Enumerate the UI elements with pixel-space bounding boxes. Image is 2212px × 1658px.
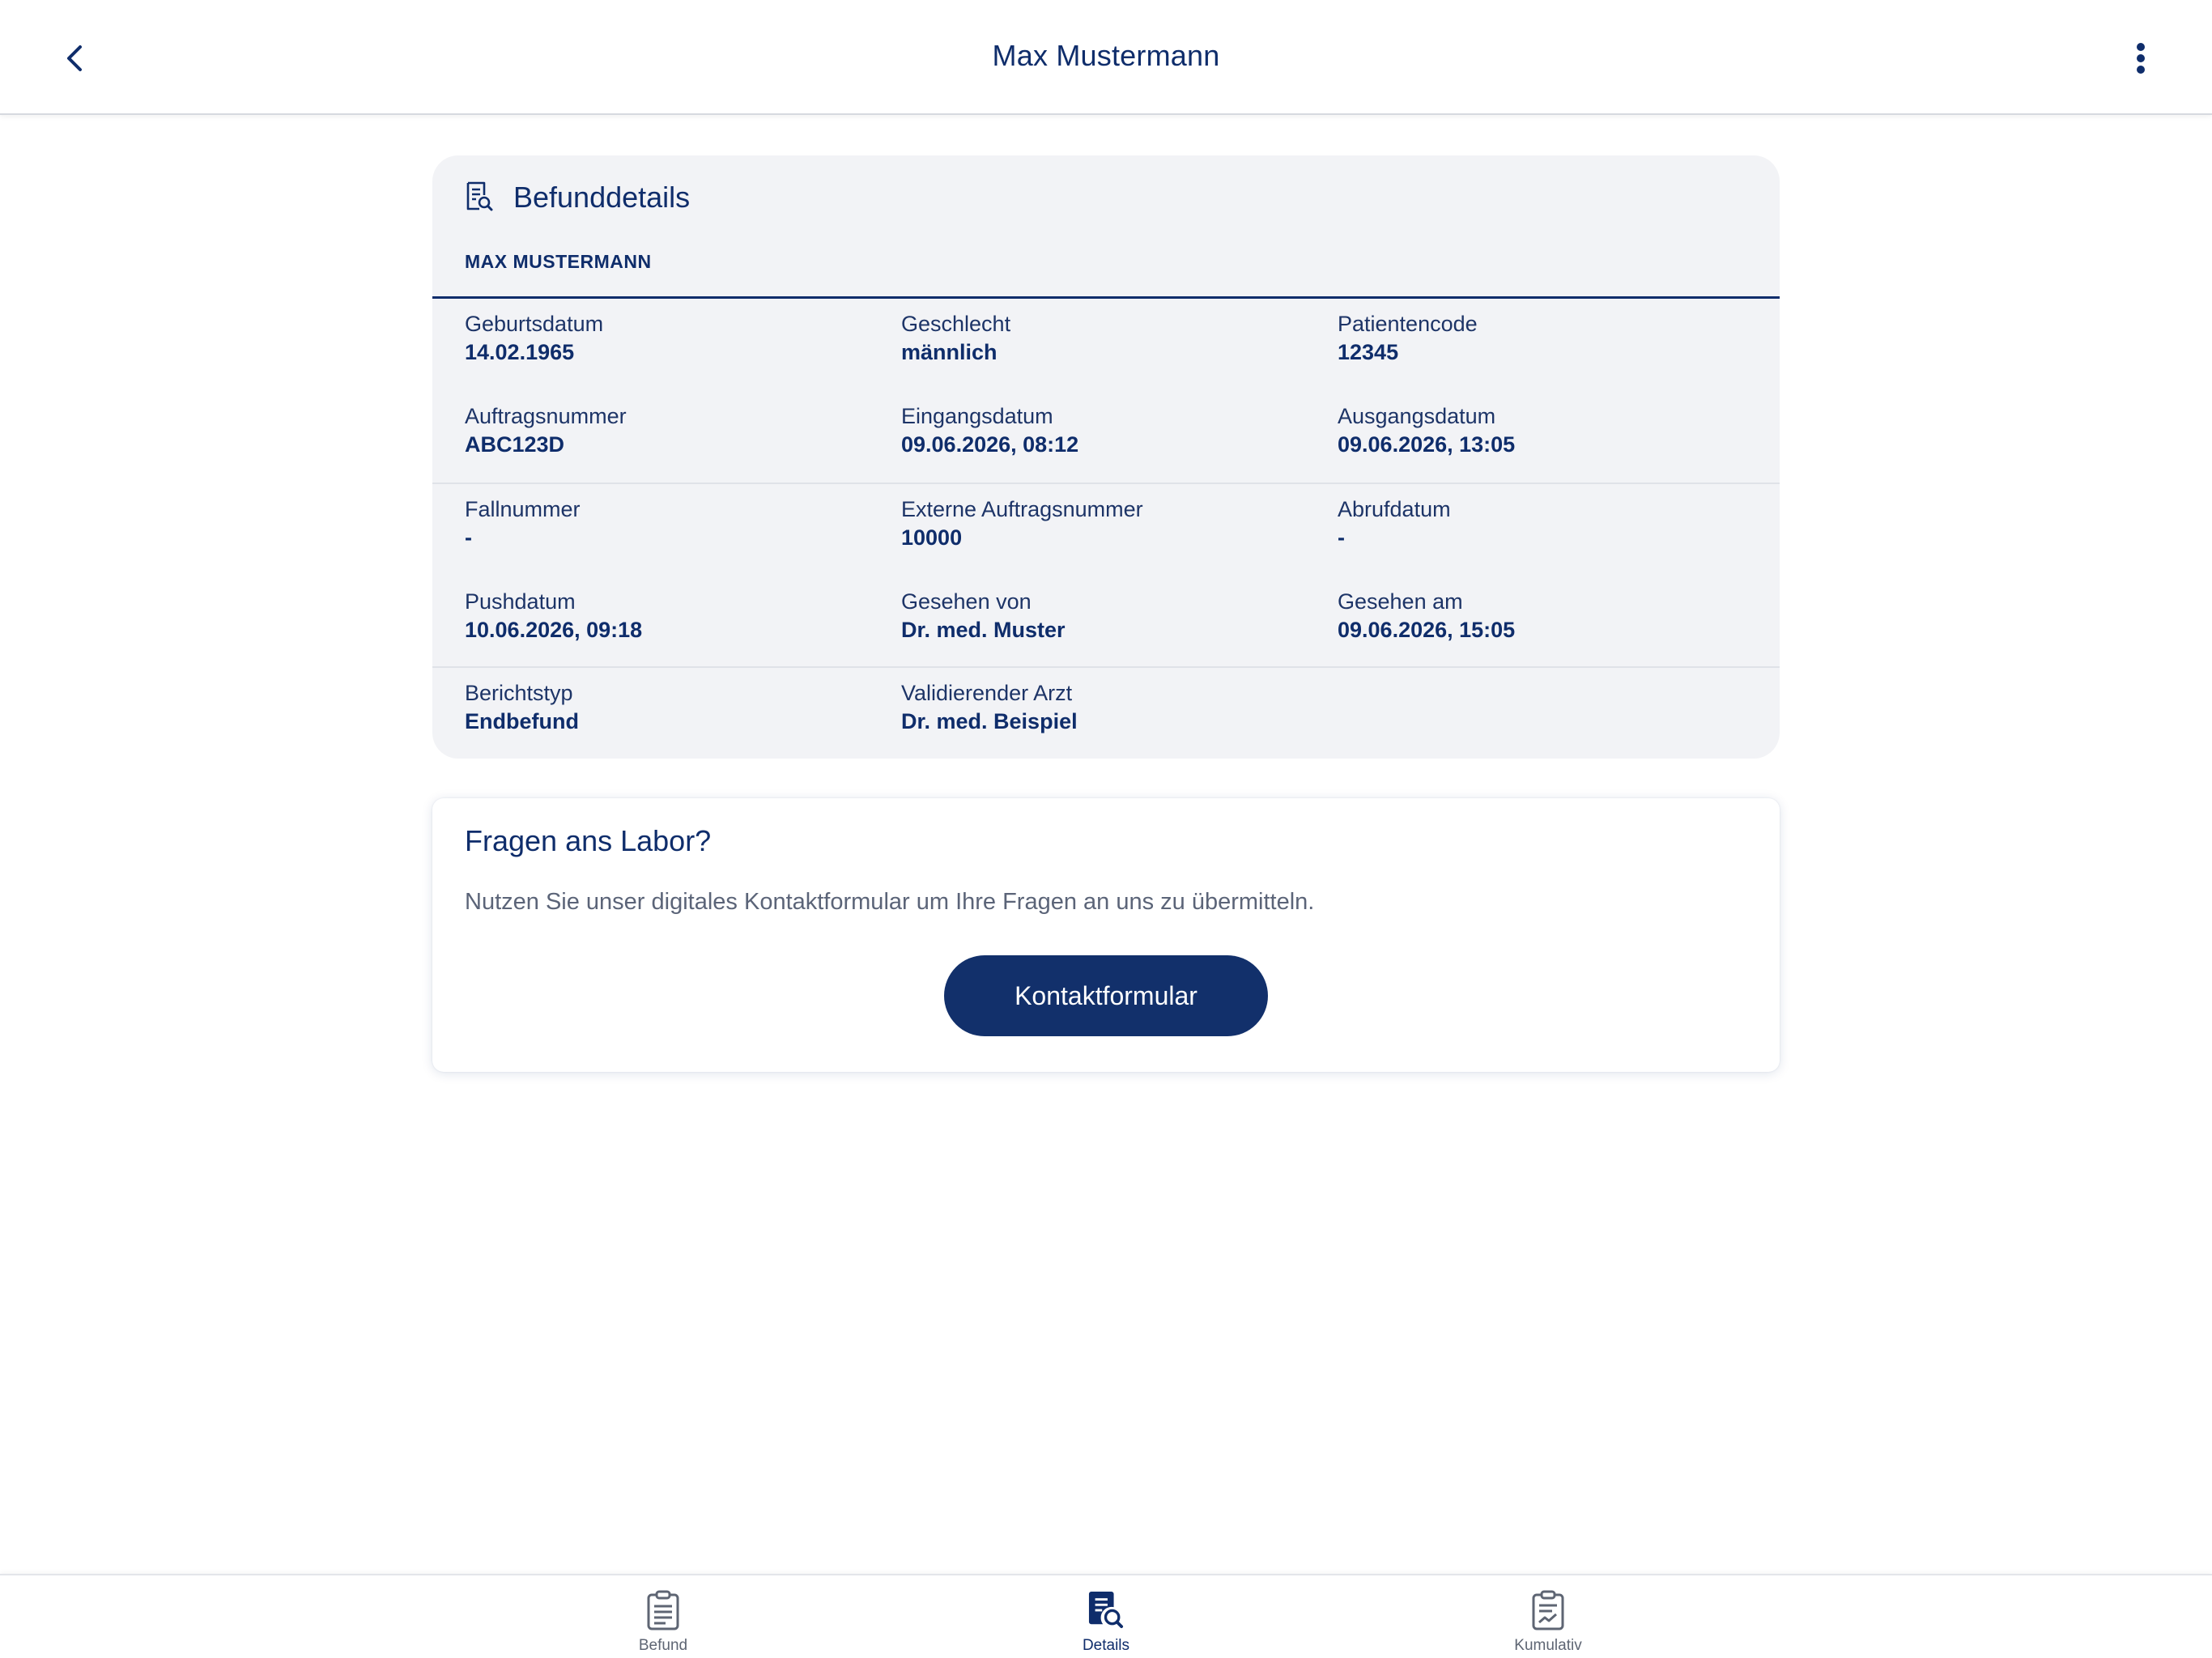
field-auftragsnummer [465,402,886,459]
clipboard-list-icon [645,1588,681,1632]
field-value: ABC123D [465,432,565,457]
details-group-2 [432,484,1780,667]
contact-description: Nutzen Sie unser digitales Kontaktformular um Ihre Fragen an uns zu übermitteln. [465,889,1315,915]
field-berichtstyp [465,679,886,736]
field-value: 09.06.2026, 15:05 [1338,618,1516,642]
field-eingangsdatum [901,402,1322,459]
field-label: Auftragsnummer [465,404,627,428]
nav-item-kumulativ[interactable] [1451,1575,1645,1658]
field-geschlecht [901,310,1322,367]
field-value: Endbefund [465,709,579,733]
nav-label: Befund [638,1637,688,1654]
field-label: Berichtstyp [465,681,573,705]
field-value: 14.02.1965 [465,340,575,364]
field-label: Ausgangsdatum [1338,404,1496,428]
field-value: 09.06.2026, 13:05 [1338,432,1516,457]
field-label: Geschlecht [901,312,1011,336]
field-pushdatum [465,588,886,644]
document-search-icon [465,181,496,215]
more-options-button[interactable] [2123,36,2159,81]
field-value: 10.06.2026, 09:18 [465,618,643,642]
field-label: Patientencode [1338,312,1478,336]
nav-item-details[interactable] [1009,1575,1203,1658]
field-value: Dr. med. Beispiel [901,709,1078,733]
field-value: - [1338,525,1345,550]
document-search-icon [1088,1588,1124,1632]
more-vertical-icon [2136,42,2146,74]
field-geburtsdatum [465,310,886,367]
field-abrufdatum [1338,495,1759,552]
befund-details-card [432,155,1780,759]
field-label: Geburtsdatum [465,312,604,336]
field-externe-auftragsnummer [901,495,1322,552]
page-title: Max Mustermann [992,39,1220,72]
field-gesehen-am [1338,588,1759,644]
details-group-3 [432,668,1780,759]
field-ausgangsdatum [1338,402,1759,459]
field-value: 10000 [901,525,963,550]
bottom-navigation [0,1574,2212,1658]
contact-lab-card [432,798,1780,1072]
nav-item-befund[interactable] [566,1575,760,1658]
field-value: männlich [901,340,998,364]
field-label: Pushdatum [465,589,576,614]
details-group-1 [432,299,1780,477]
field-patientencode [1338,310,1759,367]
contact-title: Fragen ans Labor? [465,824,712,857]
nav-label: Kumulativ [1514,1637,1582,1654]
details-card-header [465,173,690,222]
field-fallnummer [465,495,886,552]
field-label: Eingangsdatum [901,404,1053,428]
field-validierender-arzt [901,679,1322,736]
app-header [0,0,2212,115]
field-value: - [465,525,472,550]
patient-name: MAX MUSTERMANN [465,251,652,272]
field-value: 09.06.2026, 08:12 [901,432,1079,457]
field-value: Dr. med. Muster [901,618,1066,642]
field-label: Externe Auftragsnummer [901,497,1143,521]
field-label: Fallnummer [465,497,581,521]
field-label: Validierender Arzt [901,681,1073,705]
clipboard-chart-icon [1530,1588,1566,1632]
field-value: 12345 [1338,340,1399,364]
nav-label: Details [1082,1637,1130,1654]
details-card-title: Befunddetails [513,181,691,214]
field-gesehen-von [901,588,1322,644]
field-label: Abrufdatum [1338,497,1451,521]
contact-form-button[interactable]: Kontaktformular [944,955,1268,1036]
field-label: Gesehen am [1338,589,1463,614]
field-label: Gesehen von [901,589,1032,614]
